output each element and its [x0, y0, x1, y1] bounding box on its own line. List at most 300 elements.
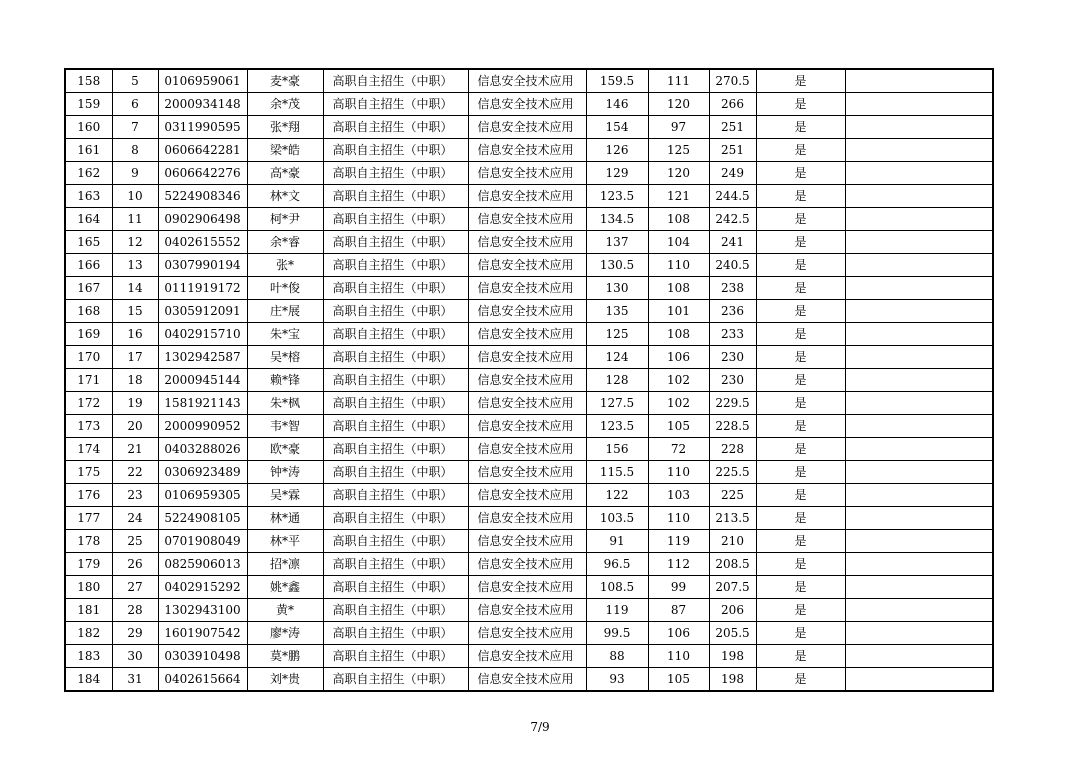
- qualified-cell: 是: [756, 484, 845, 507]
- total-score-cell: 244.5: [709, 185, 756, 208]
- total-score-cell: 266: [709, 93, 756, 116]
- group-number-cell: 14: [112, 277, 158, 300]
- total-score-cell: 230: [709, 346, 756, 369]
- score-1-cell: 128: [586, 369, 648, 392]
- major-cell: 信息安全技术应用: [468, 438, 586, 461]
- table-row: [65, 392, 993, 415]
- remarks-cell: [845, 346, 993, 369]
- candidate-id-cell: 0106959305: [158, 484, 247, 507]
- name-cell: 柯*尹: [247, 208, 323, 231]
- name-cell: 刘*贵: [247, 668, 323, 692]
- candidate-id-cell: 1581921143: [158, 392, 247, 415]
- qualified-cell: 是: [756, 139, 845, 162]
- serial-number-cell: 184: [65, 668, 112, 692]
- qualified-cell: 是: [756, 507, 845, 530]
- score-1-cell: 123.5: [586, 185, 648, 208]
- remarks-cell: [845, 668, 993, 692]
- major-cell: 信息安全技术应用: [468, 162, 586, 185]
- total-score-cell: 228.5: [709, 415, 756, 438]
- candidate-id-cell: 0305912091: [158, 300, 247, 323]
- score-2-cell: 72: [648, 438, 709, 461]
- candidate-id-cell: 0402615552: [158, 231, 247, 254]
- table-row: [65, 346, 993, 369]
- score-2-cell: 110: [648, 645, 709, 668]
- serial-number-cell: 175: [65, 461, 112, 484]
- score-2-cell: 108: [648, 208, 709, 231]
- major-cell: 信息安全技术应用: [468, 254, 586, 277]
- candidate-id-cell: 1302942587: [158, 346, 247, 369]
- admission-type-cell: 高职自主招生（中职）: [323, 369, 468, 392]
- total-score-cell: 241: [709, 231, 756, 254]
- candidate-id-cell: 0402915292: [158, 576, 247, 599]
- total-score-cell: 242.5: [709, 208, 756, 231]
- name-cell: 韦*智: [247, 415, 323, 438]
- total-score-cell: 198: [709, 668, 756, 692]
- name-cell: 高*豪: [247, 162, 323, 185]
- score-2-cell: 119: [648, 530, 709, 553]
- name-cell: 张*: [247, 254, 323, 277]
- serial-number-cell: 165: [65, 231, 112, 254]
- page-number: 7/9: [530, 720, 550, 734]
- admission-type-cell: 高职自主招生（中职）: [323, 254, 468, 277]
- name-cell: 姚*鑫: [247, 576, 323, 599]
- major-cell: 信息安全技术应用: [468, 231, 586, 254]
- candidate-id-cell: 1601907542: [158, 622, 247, 645]
- serial-number-cell: 169: [65, 323, 112, 346]
- score-1-cell: 159.5: [586, 69, 648, 93]
- score-1-cell: 124: [586, 346, 648, 369]
- major-cell: 信息安全技术应用: [468, 93, 586, 116]
- serial-number-cell: 183: [65, 645, 112, 668]
- name-cell: 莫*鹏: [247, 645, 323, 668]
- table-row: [65, 139, 993, 162]
- admission-type-cell: 高职自主招生（中职）: [323, 622, 468, 645]
- major-cell: 信息安全技术应用: [468, 116, 586, 139]
- candidate-id-cell: 0402915710: [158, 323, 247, 346]
- serial-number-cell: 172: [65, 392, 112, 415]
- candidate-id-cell: 0307990194: [158, 254, 247, 277]
- admission-type-cell: 高职自主招生（中职）: [323, 208, 468, 231]
- qualified-cell: 是: [756, 461, 845, 484]
- total-score-cell: 229.5: [709, 392, 756, 415]
- admission-type-cell: 高职自主招生（中职）: [323, 277, 468, 300]
- major-cell: 信息安全技术应用: [468, 69, 586, 93]
- qualified-cell: 是: [756, 645, 845, 668]
- candidate-id-cell: 0402615664: [158, 668, 247, 692]
- score-1-cell: 134.5: [586, 208, 648, 231]
- score-2-cell: 102: [648, 369, 709, 392]
- score-2-cell: 110: [648, 461, 709, 484]
- score-2-cell: 103: [648, 484, 709, 507]
- qualified-cell: 是: [756, 231, 845, 254]
- table-row: [65, 93, 993, 116]
- name-cell: 张*翔: [247, 116, 323, 139]
- major-cell: 信息安全技术应用: [468, 507, 586, 530]
- serial-number-cell: 177: [65, 507, 112, 530]
- admission-type-cell: 高职自主招生（中职）: [323, 185, 468, 208]
- table-row: [65, 185, 993, 208]
- name-cell: 梁*皓: [247, 139, 323, 162]
- table-row: [65, 507, 993, 530]
- candidate-id-cell: 2000990952: [158, 415, 247, 438]
- admission-type-cell: 高职自主招生（中职）: [323, 300, 468, 323]
- score-1-cell: 108.5: [586, 576, 648, 599]
- serial-number-cell: 164: [65, 208, 112, 231]
- serial-number-cell: 182: [65, 622, 112, 645]
- remarks-cell: [845, 254, 993, 277]
- score-2-cell: 102: [648, 392, 709, 415]
- score-1-cell: 130.5: [586, 254, 648, 277]
- major-cell: 信息安全技术应用: [468, 576, 586, 599]
- qualified-cell: 是: [756, 438, 845, 461]
- admission-type-cell: 高职自主招生（中职）: [323, 323, 468, 346]
- major-cell: 信息安全技术应用: [468, 530, 586, 553]
- candidate-id-cell: 0606642281: [158, 139, 247, 162]
- admission-type-cell: 高职自主招生（中职）: [323, 461, 468, 484]
- group-number-cell: 21: [112, 438, 158, 461]
- serial-number-cell: 178: [65, 530, 112, 553]
- remarks-cell: [845, 553, 993, 576]
- admission-type-cell: 高职自主招生（中职）: [323, 231, 468, 254]
- total-score-cell: 249: [709, 162, 756, 185]
- remarks-cell: [845, 599, 993, 622]
- total-score-cell: 225.5: [709, 461, 756, 484]
- qualified-cell: 是: [756, 346, 845, 369]
- score-2-cell: 111: [648, 69, 709, 93]
- table-row: [65, 69, 993, 93]
- name-cell: 麦*豪: [247, 69, 323, 93]
- score-1-cell: 122: [586, 484, 648, 507]
- score-1-cell: 96.5: [586, 553, 648, 576]
- qualified-cell: 是: [756, 208, 845, 231]
- score-2-cell: 97: [648, 116, 709, 139]
- qualified-cell: 是: [756, 185, 845, 208]
- candidate-id-cell: 0701908049: [158, 530, 247, 553]
- table-row: [65, 300, 993, 323]
- candidate-id-cell: 0606642276: [158, 162, 247, 185]
- qualified-cell: 是: [756, 93, 845, 116]
- admission-type-cell: 高职自主招生（中职）: [323, 162, 468, 185]
- serial-number-cell: 179: [65, 553, 112, 576]
- score-2-cell: 105: [648, 415, 709, 438]
- total-score-cell: 207.5: [709, 576, 756, 599]
- score-1-cell: 91: [586, 530, 648, 553]
- score-1-cell: 115.5: [586, 461, 648, 484]
- major-cell: 信息安全技术应用: [468, 461, 586, 484]
- group-number-cell: 28: [112, 599, 158, 622]
- admission-type-cell: 高职自主招生（中职）: [323, 415, 468, 438]
- remarks-cell: [845, 231, 993, 254]
- admission-type-cell: 高职自主招生（中职）: [323, 116, 468, 139]
- name-cell: 吴*霖: [247, 484, 323, 507]
- candidate-id-cell: 0311990595: [158, 116, 247, 139]
- remarks-cell: [845, 300, 993, 323]
- total-score-cell: 210: [709, 530, 756, 553]
- remarks-cell: [845, 162, 993, 185]
- group-number-cell: 30: [112, 645, 158, 668]
- remarks-cell: [845, 415, 993, 438]
- group-number-cell: 23: [112, 484, 158, 507]
- group-number-cell: 12: [112, 231, 158, 254]
- qualified-cell: 是: [756, 668, 845, 692]
- major-cell: 信息安全技术应用: [468, 645, 586, 668]
- score-1-cell: 119: [586, 599, 648, 622]
- group-number-cell: 10: [112, 185, 158, 208]
- group-number-cell: 17: [112, 346, 158, 369]
- group-number-cell: 9: [112, 162, 158, 185]
- admission-type-cell: 高职自主招生（中职）: [323, 645, 468, 668]
- group-number-cell: 19: [112, 392, 158, 415]
- score-1-cell: 129: [586, 162, 648, 185]
- group-number-cell: 24: [112, 507, 158, 530]
- score-1-cell: 146: [586, 93, 648, 116]
- candidate-id-cell: 0825906013: [158, 553, 247, 576]
- major-cell: 信息安全技术应用: [468, 369, 586, 392]
- name-cell: 林*文: [247, 185, 323, 208]
- total-score-cell: 206: [709, 599, 756, 622]
- major-cell: 信息安全技术应用: [468, 346, 586, 369]
- table-body: [65, 69, 993, 691]
- major-cell: 信息安全技术应用: [468, 668, 586, 692]
- remarks-cell: [845, 323, 993, 346]
- score-2-cell: 106: [648, 622, 709, 645]
- score-1-cell: 127.5: [586, 392, 648, 415]
- table-row: [65, 254, 993, 277]
- admission-type-cell: 高职自主招生（中职）: [323, 93, 468, 116]
- table-row: [65, 461, 993, 484]
- admission-type-cell: 高职自主招生（中职）: [323, 392, 468, 415]
- qualified-cell: 是: [756, 599, 845, 622]
- table-row: [65, 576, 993, 599]
- admission-type-cell: 高职自主招生（中职）: [323, 438, 468, 461]
- group-number-cell: 27: [112, 576, 158, 599]
- serial-number-cell: 162: [65, 162, 112, 185]
- qualified-cell: 是: [756, 415, 845, 438]
- score-2-cell: 104: [648, 231, 709, 254]
- name-cell: 朱*宝: [247, 323, 323, 346]
- table-row: [65, 668, 993, 692]
- qualified-cell: 是: [756, 530, 845, 553]
- admission-type-cell: 高职自主招生（中职）: [323, 668, 468, 692]
- remarks-cell: [845, 392, 993, 415]
- remarks-cell: [845, 507, 993, 530]
- candidate-id-cell: 0902906498: [158, 208, 247, 231]
- score-1-cell: 135: [586, 300, 648, 323]
- name-cell: 叶*俊: [247, 277, 323, 300]
- total-score-cell: 251: [709, 116, 756, 139]
- remarks-cell: [845, 185, 993, 208]
- name-cell: 庄*展: [247, 300, 323, 323]
- table-row: [65, 116, 993, 139]
- score-2-cell: 105: [648, 668, 709, 692]
- score-2-cell: 110: [648, 507, 709, 530]
- admission-type-cell: 高职自主招生（中职）: [323, 69, 468, 93]
- table-row: [65, 599, 993, 622]
- group-number-cell: 22: [112, 461, 158, 484]
- score-2-cell: 108: [648, 323, 709, 346]
- score-1-cell: 137: [586, 231, 648, 254]
- candidate-id-cell: 0111919172: [158, 277, 247, 300]
- serial-number-cell: 173: [65, 415, 112, 438]
- total-score-cell: 225: [709, 484, 756, 507]
- remarks-cell: [845, 139, 993, 162]
- score-1-cell: 156: [586, 438, 648, 461]
- total-score-cell: 236: [709, 300, 756, 323]
- serial-number-cell: 161: [65, 139, 112, 162]
- group-number-cell: 25: [112, 530, 158, 553]
- serial-number-cell: 159: [65, 93, 112, 116]
- qualified-cell: 是: [756, 576, 845, 599]
- group-number-cell: 20: [112, 415, 158, 438]
- admission-type-cell: 高职自主招生（中职）: [323, 346, 468, 369]
- name-cell: 招*凛: [247, 553, 323, 576]
- name-cell: 余*茂: [247, 93, 323, 116]
- group-number-cell: 7: [112, 116, 158, 139]
- score-1-cell: 99.5: [586, 622, 648, 645]
- name-cell: 林*通: [247, 507, 323, 530]
- candidate-id-cell: 5224908346: [158, 185, 247, 208]
- major-cell: 信息安全技术应用: [468, 553, 586, 576]
- score-2-cell: 110: [648, 254, 709, 277]
- group-number-cell: 29: [112, 622, 158, 645]
- remarks-cell: [845, 622, 993, 645]
- candidate-id-cell: 0306923489: [158, 461, 247, 484]
- serial-number-cell: 163: [65, 185, 112, 208]
- qualified-cell: 是: [756, 162, 845, 185]
- remarks-cell: [845, 530, 993, 553]
- table-row: [65, 645, 993, 668]
- group-number-cell: 8: [112, 139, 158, 162]
- group-number-cell: 18: [112, 369, 158, 392]
- group-number-cell: 31: [112, 668, 158, 692]
- name-cell: 赖*锋: [247, 369, 323, 392]
- serial-number-cell: 174: [65, 438, 112, 461]
- name-cell: 黄*: [247, 599, 323, 622]
- qualified-cell: 是: [756, 254, 845, 277]
- total-score-cell: 270.5: [709, 69, 756, 93]
- score-1-cell: 125: [586, 323, 648, 346]
- qualified-cell: 是: [756, 116, 845, 139]
- qualified-cell: 是: [756, 622, 845, 645]
- major-cell: 信息安全技术应用: [468, 139, 586, 162]
- admission-type-cell: 高职自主招生（中职）: [323, 507, 468, 530]
- major-cell: 信息安全技术应用: [468, 415, 586, 438]
- score-1-cell: 154: [586, 116, 648, 139]
- qualified-cell: 是: [756, 69, 845, 93]
- admission-type-cell: 高职自主招生（中职）: [323, 139, 468, 162]
- table-row: [65, 277, 993, 300]
- score-2-cell: 99: [648, 576, 709, 599]
- major-cell: 信息安全技术应用: [468, 208, 586, 231]
- table-row: [65, 231, 993, 254]
- admission-type-cell: 高职自主招生（中职）: [323, 553, 468, 576]
- candidate-id-cell: 0303910498: [158, 645, 247, 668]
- qualified-cell: 是: [756, 369, 845, 392]
- serial-number-cell: 158: [65, 69, 112, 93]
- qualified-cell: 是: [756, 323, 845, 346]
- candidate-id-cell: 0106959061: [158, 69, 247, 93]
- total-score-cell: 213.5: [709, 507, 756, 530]
- serial-number-cell: 160: [65, 116, 112, 139]
- table-row: [65, 208, 993, 231]
- major-cell: 信息安全技术应用: [468, 185, 586, 208]
- serial-number-cell: 171: [65, 369, 112, 392]
- admission-list-table: [64, 68, 994, 692]
- total-score-cell: 251: [709, 139, 756, 162]
- candidate-id-cell: 0403288026: [158, 438, 247, 461]
- total-score-cell: 240.5: [709, 254, 756, 277]
- serial-number-cell: 168: [65, 300, 112, 323]
- name-cell: 余*睿: [247, 231, 323, 254]
- table-row: [65, 530, 993, 553]
- qualified-cell: 是: [756, 300, 845, 323]
- remarks-cell: [845, 208, 993, 231]
- total-score-cell: 233: [709, 323, 756, 346]
- group-number-cell: 15: [112, 300, 158, 323]
- remarks-cell: [845, 484, 993, 507]
- total-score-cell: 238: [709, 277, 756, 300]
- qualified-cell: 是: [756, 277, 845, 300]
- admission-type-cell: 高职自主招生（中职）: [323, 530, 468, 553]
- score-2-cell: 120: [648, 162, 709, 185]
- admission-type-cell: 高职自主招生（中职）: [323, 576, 468, 599]
- serial-number-cell: 170: [65, 346, 112, 369]
- major-cell: 信息安全技术应用: [468, 622, 586, 645]
- table-row: [65, 553, 993, 576]
- serial-number-cell: 166: [65, 254, 112, 277]
- group-number-cell: 13: [112, 254, 158, 277]
- score-2-cell: 121: [648, 185, 709, 208]
- table-row: [65, 484, 993, 507]
- total-score-cell: 208.5: [709, 553, 756, 576]
- major-cell: 信息安全技术应用: [468, 323, 586, 346]
- name-cell: 朱*枫: [247, 392, 323, 415]
- serial-number-cell: 176: [65, 484, 112, 507]
- remarks-cell: [845, 461, 993, 484]
- group-number-cell: 6: [112, 93, 158, 116]
- table-row: [65, 415, 993, 438]
- table-row: [65, 369, 993, 392]
- remarks-cell: [845, 116, 993, 139]
- table-row: [65, 162, 993, 185]
- name-cell: 吴*榕: [247, 346, 323, 369]
- candidate-id-cell: 2000945144: [158, 369, 247, 392]
- table-row: [65, 622, 993, 645]
- name-cell: 廖*涛: [247, 622, 323, 645]
- score-2-cell: 106: [648, 346, 709, 369]
- total-score-cell: 198: [709, 645, 756, 668]
- candidate-id-cell: 1302943100: [158, 599, 247, 622]
- remarks-cell: [845, 277, 993, 300]
- major-cell: 信息安全技术应用: [468, 300, 586, 323]
- remarks-cell: [845, 576, 993, 599]
- name-cell: 钟*涛: [247, 461, 323, 484]
- score-2-cell: 120: [648, 93, 709, 116]
- total-score-cell: 228: [709, 438, 756, 461]
- major-cell: 信息安全技术应用: [468, 277, 586, 300]
- remarks-cell: [845, 438, 993, 461]
- name-cell: 林*平: [247, 530, 323, 553]
- score-1-cell: 93: [586, 668, 648, 692]
- serial-number-cell: 181: [65, 599, 112, 622]
- candidate-id-cell: 5224908105: [158, 507, 247, 530]
- score-2-cell: 101: [648, 300, 709, 323]
- group-number-cell: 16: [112, 323, 158, 346]
- remarks-cell: [845, 93, 993, 116]
- score-1-cell: 123.5: [586, 415, 648, 438]
- score-2-cell: 125: [648, 139, 709, 162]
- serial-number-cell: 167: [65, 277, 112, 300]
